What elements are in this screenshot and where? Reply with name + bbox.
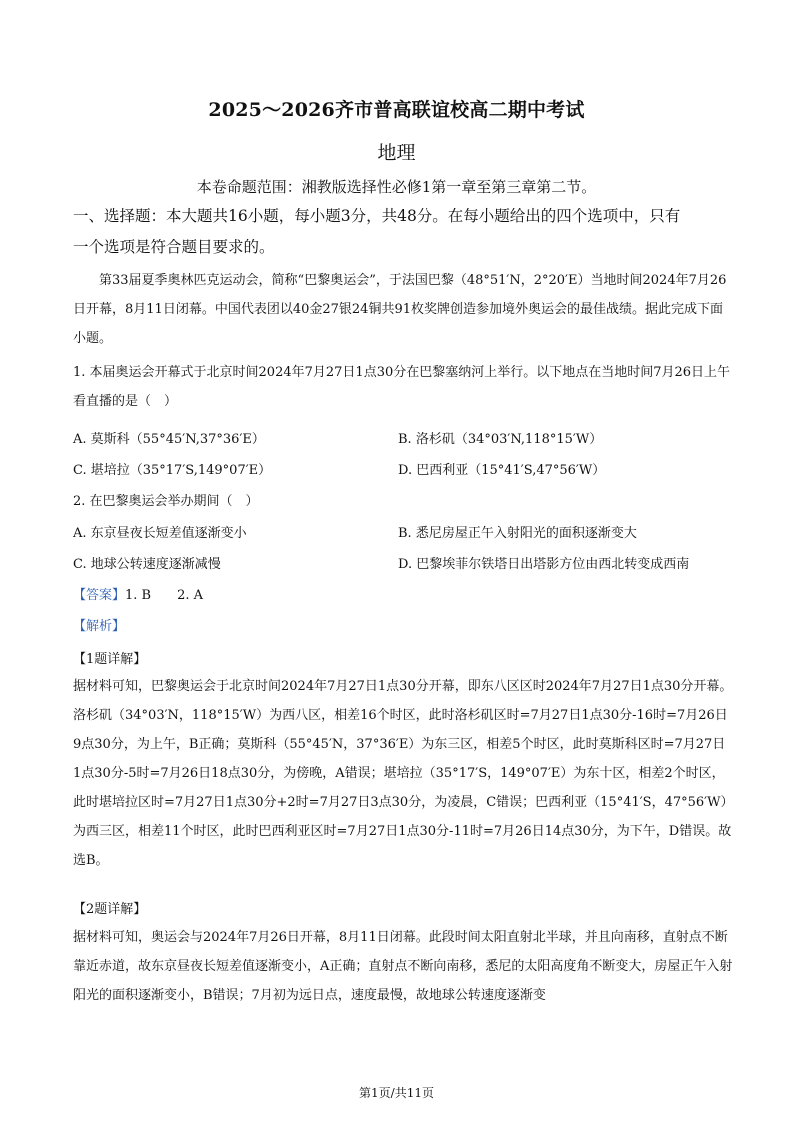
analysis-label: 【解析】 bbox=[73, 619, 126, 634]
page-footer: 第1页/共11页 bbox=[359, 1086, 434, 1100]
passage-text: 第33届夏季奥林匹克运动会，简称“巴黎奥运会”，于法国巴黎（48°51′N，2°20′E）当地时间2024年7月26日开幕，8月11日闭幕。中国代表团以40金27银24铜共91枚奖牌创造参加境外奥运会的最佳战绩。据此完成下面小题。 bbox=[73, 273, 727, 346]
q1-option-b: B. 洛杉矶（34°03′N,118°15′W） bbox=[398, 432, 603, 447]
detail-2-label: 【2题详解】 bbox=[73, 902, 147, 917]
exam-title: 2025～2026齐市普高联谊校高二期中考试 bbox=[208, 99, 585, 121]
answer-row bbox=[73, 584, 203, 603]
section-instructions bbox=[73, 201, 733, 263]
subject-title: 地理 bbox=[377, 142, 416, 164]
detail-2-text: 据材料可知，奥运会与2024年7月26日开幕，8月11日闭幕。此段时间太阳直射北半球，并且向南移，直射点不断靠近赤道，故东京昼夜长短差值逐渐变小，A正确；直射点不断向南移，悉尼的太阳高度角不断变大，房屋正午入射阳光的面积逐渐变小，B错误；7月初为远日点，速度最慢，故地球公转速度逐渐变 bbox=[73, 930, 733, 1003]
exam-scope: 本卷命题范围：湘教版选择性必修1第一章至第三章第二节。 bbox=[196, 178, 597, 196]
answer-text: 1. B 2. A bbox=[125, 588, 204, 603]
detail-1-label: 【1题详解】 bbox=[73, 652, 147, 667]
detail-1-text: 据材料可知，巴黎奥运会于北京时间2024年7月27日1点30分开幕，即东八区区时2024年7月27日1点30分开幕。洛杉矶（34°03′N，118°15′W）为西八区，相差16个时区，此时洛杉矶区时=7月27日1点30分-16时=7月26日9点30分，为上午，B正确；莫斯科（55°45′N，37°36′E）为东三区，相差5个时区，此时莫斯科区时=7月27日1点30分-5时=7月26日18点30分，为傍晚，A错误；堪培拉（35°17′S，149°07′E）为东十区，相差2个时区，此时堪培拉区时=7月27日1点30分+2时=7月27日3点30分，为凌晨，C错误；巴西利亚（15°41′S，47°56′W）为西三区，相差11个时区，此时巴西利亚区时=7月27日1点30分-11时=7月26日14点30分，为下午，D错误。故选B。 bbox=[73, 679, 733, 868]
question-2-stem: 2. 在巴黎奥运会举办期间（ ） bbox=[73, 494, 259, 509]
q2-option-d: D. 巴黎埃菲尔铁塔日出塔影方位由西北转变成西南 bbox=[398, 557, 690, 572]
q2-option-a: A. 东京昼夜长短差值逐渐变小 bbox=[73, 526, 247, 541]
section-line-2: 一个选项是符合题目要求的。 bbox=[73, 238, 275, 256]
answer-label: 【答案】 bbox=[73, 588, 126, 603]
q2-option-b: B. 悉尼房屋正午入射阳光的面积逐渐变大 bbox=[398, 526, 637, 541]
q2-option-c: C. 地球公转速度逐渐减慢 bbox=[73, 557, 221, 572]
section-line-1: 一、选择题：本大题共16小题，每小题3分，共48分。在每小题给出的四个选项中，只有 bbox=[73, 207, 681, 225]
q1-option-c: C. 堪培拉（35°17′S,149°07′E） bbox=[73, 463, 272, 478]
q1-option-a: A. 莫斯科（55°45′N,37°36′E） bbox=[73, 432, 265, 447]
question-1-stem: 1. 本届奥运会开幕式于北京时间2024年7月27日1点30分在巴黎塞纳河上举行。以下地点在当地时间7月26日上午看直播的是（ ） bbox=[73, 365, 731, 409]
q1-option-d: D. 巴西利亚（15°41′S,47°56′W） bbox=[398, 463, 606, 478]
